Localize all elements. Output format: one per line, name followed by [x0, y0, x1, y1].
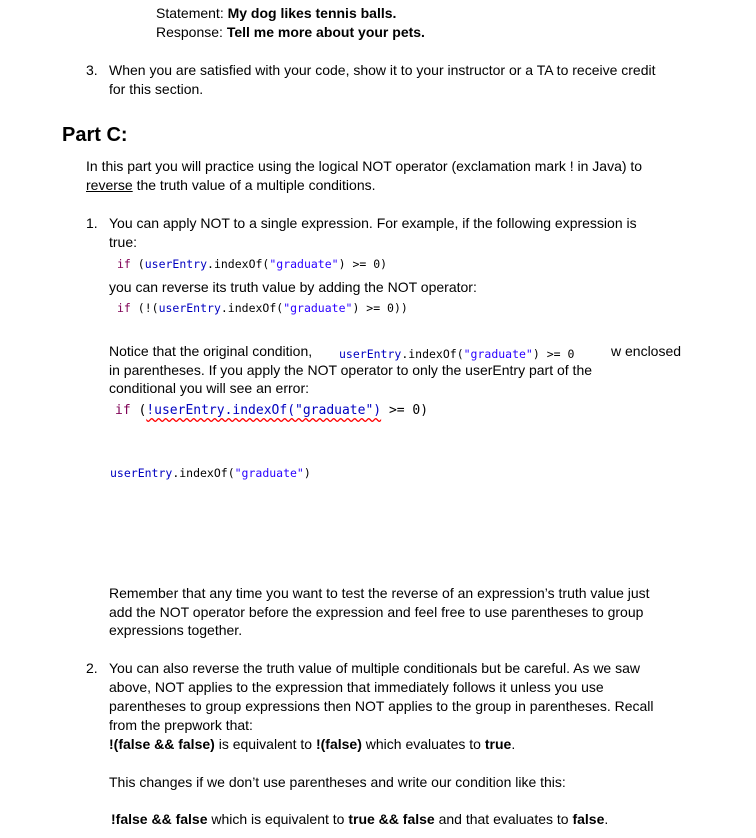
item2-line2: above, NOT applies to the expression that immediately follows it unless you use — [109, 679, 604, 695]
equivalence-line1 — [109, 735, 515, 754]
notice-line1-text: Notice that the original condition, — [109, 343, 313, 359]
text: which evaluates to — [361, 736, 485, 752]
intro-line2-rest: the truth value of a multiple conditions. — [132, 177, 376, 193]
code-snippet-error — [115, 403, 428, 419]
text: is equivalent to — [214, 736, 316, 752]
list-number: 2. — [86, 660, 98, 676]
code-keyword: if — [117, 301, 131, 315]
text: which is equivalent to — [207, 811, 349, 827]
bold-expression: !(false) — [315, 736, 362, 752]
code-snippet-call — [110, 465, 311, 481]
item1-line3: you can reverse its truth value by adding the NOT operator: — [109, 279, 477, 295]
code-snippet-original — [117, 256, 387, 272]
item2-line4: from the prepwork that: — [109, 717, 253, 733]
bold-expression: !(false && false) — [109, 736, 215, 752]
section-heading: Part C: — [62, 124, 128, 146]
intro-line2 — [86, 176, 376, 195]
code-text: ) — [303, 466, 311, 480]
code-text: ( — [130, 257, 145, 271]
code-text: ( — [130, 403, 147, 418]
bold-expression: !false && false — [111, 811, 208, 827]
code-string: "graduate" — [234, 466, 304, 480]
statement-value: My dog likes tennis balls. — [227, 5, 397, 21]
code-keyword: if — [115, 403, 131, 418]
code-text: ) >= 0)) — [352, 301, 408, 315]
code-text: ) >= 0) — [338, 257, 388, 271]
statement-label: Statement: — [156, 5, 224, 21]
code-variable: userEntry — [144, 257, 208, 271]
code-text: .indexOf( — [401, 347, 464, 361]
notice-inline-code — [339, 346, 574, 362]
code-text: .indexOf( — [220, 301, 284, 315]
equivalence-line2 — [111, 810, 608, 829]
response-value: Tell me more about your pets. — [226, 24, 425, 40]
code-variable: userEntry — [158, 301, 221, 315]
text: . — [511, 736, 516, 752]
response-line — [156, 23, 425, 42]
bold-expression: true && false — [348, 811, 435, 827]
item1-line2: true: — [109, 234, 138, 250]
statement-line — [156, 4, 396, 23]
item3-text-line2: for this section. — [109, 81, 204, 97]
changes-line: This changes if we don’t use parentheses and write our condition like this: — [109, 774, 566, 790]
code-string: "graduate" — [269, 257, 339, 271]
code-string: "graduate" — [283, 301, 353, 315]
remember-line3: expressions together. — [109, 622, 243, 638]
code-text: .indexOf( — [172, 466, 235, 480]
text: . — [604, 811, 609, 827]
intro-line1: In this part you will practice using the logical NOT operator (exclamation mark ! in Java) to — [86, 158, 643, 174]
code-variable: userEntry — [110, 466, 173, 480]
notice-line1-end: w enclosed — [611, 343, 682, 359]
item2-line3: parentheses to group expressions then NOT applies to the group in parentheses. Recall — [109, 698, 654, 714]
reverse-underlined: reverse — [86, 177, 133, 193]
code-variable: userEntry — [339, 347, 402, 361]
list-number: 1. — [86, 215, 98, 231]
text: and that evaluates to — [434, 811, 573, 827]
remember-line2: add the NOT operator before the expression and feel free to use parentheses to group — [109, 604, 644, 620]
bold-expression: true — [484, 736, 512, 752]
code-snippet-not — [117, 300, 408, 316]
code-text: .indexOf( — [207, 257, 270, 271]
bold-expression: false — [572, 811, 605, 827]
item2-line1: You can also reverse the truth value of multiple conditionals but be careful. As we saw — [109, 660, 641, 676]
code-string: "graduate" — [463, 347, 533, 361]
code-text: >= 0) — [381, 403, 429, 418]
code-keyword: if — [117, 257, 131, 271]
list-number: 3. — [86, 62, 98, 78]
response-label: Response: — [156, 24, 223, 40]
code-error-underlined: !userEntry.indexOf("graduate") — [146, 403, 382, 418]
notice-line2: in parentheses. If you apply the NOT operator to only the userEntry part of the — [109, 362, 593, 378]
remember-line1: Remember that any time you want to test the reverse of an expression’s truth value just — [109, 585, 650, 601]
item3-text-line1: When you are satisfied with your code, show it to your instructor or a TA to receive credit — [109, 62, 656, 78]
item1-line1: You can apply NOT to a single expression. For example, if the following expression is — [109, 215, 637, 231]
code-text: (!( — [130, 301, 159, 315]
code-text: ) >= 0 — [532, 347, 575, 361]
notice-line3: conditional you will see an error: — [109, 380, 309, 396]
